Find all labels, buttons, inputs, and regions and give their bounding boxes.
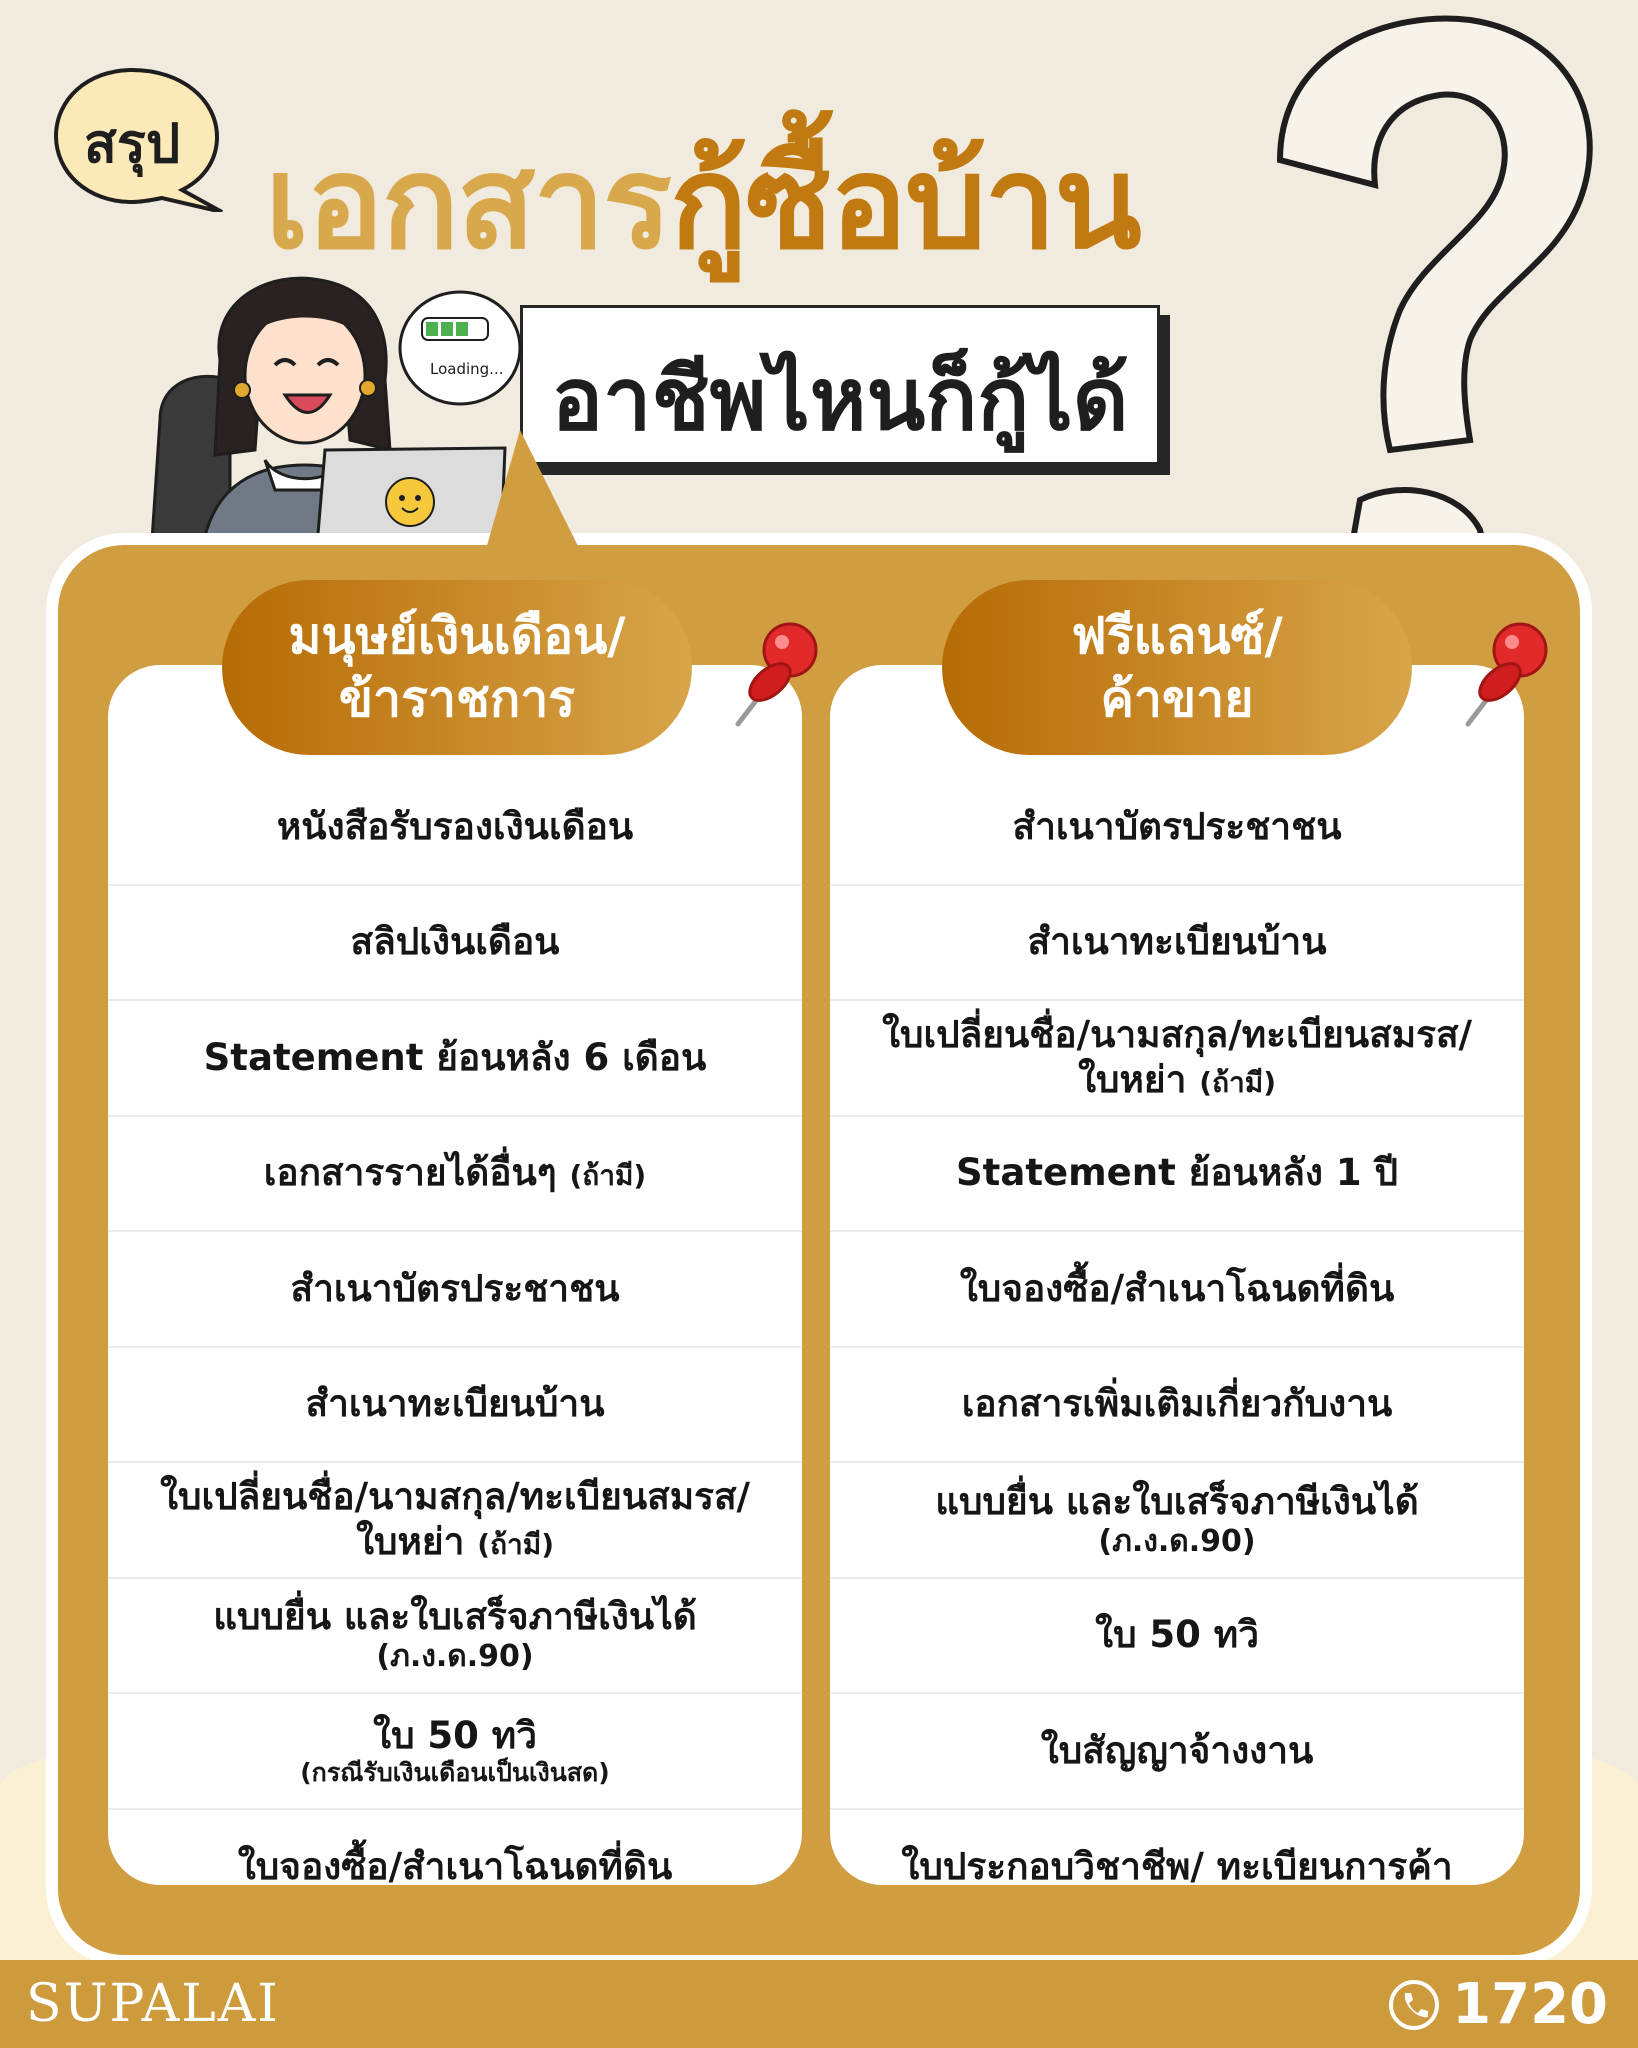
document-item-label: Statement ย้อนหลัง 1 ปี	[956, 1151, 1398, 1195]
document-item-note: (ถ้ามี)	[477, 1527, 555, 1561]
document-item-label-line2	[1078, 1058, 1276, 1102]
freelance-heading-line2: ค้าขาย	[1100, 669, 1254, 728]
page-title	[265, 130, 1415, 277]
card-notch	[440, 420, 600, 570]
document-item-label: ใบจองซื้อ/สำเนาโฉนดที่ดิน	[237, 1845, 673, 1885]
document-item	[108, 1232, 802, 1348]
document-item	[108, 1001, 802, 1117]
document-item-label: สำเนาบัตรประชาชน	[1012, 804, 1342, 848]
document-item-label: สำเนาทะเบียนบ้าน	[1027, 920, 1327, 964]
document-item	[108, 1348, 802, 1464]
document-item-subtext: (กรณีรับเงินเดือนเป็นเงินสด)	[300, 1757, 610, 1787]
document-item-label: แบบยื่น และใบเสร็จภาษีเงินได้	[213, 1595, 697, 1639]
salaried-heading-line1: มนุษย์เงินเดือน/	[288, 607, 626, 665]
document-item-label: แบบยื่น และใบเสร็จภาษีเงินได้	[935, 1479, 1419, 1523]
document-item	[830, 1001, 1524, 1117]
subtitle-text: อาชีพไหนก็กู้ได้	[551, 350, 1129, 450]
summary-tag-label: สรุป	[83, 112, 181, 175]
brand-logo: SUPALAI	[26, 1974, 280, 2034]
title-part-1: เอกสาร	[265, 129, 670, 278]
freelance-document-list	[830, 770, 1524, 1885]
document-item	[830, 1232, 1524, 1348]
salaried-document-list	[108, 770, 802, 1885]
document-item-note: (ถ้ามี)	[569, 1159, 647, 1193]
document-item	[830, 1810, 1524, 1886]
subtitle-box	[520, 305, 1160, 465]
document-item-label: สำเนาทะเบียนบ้าน	[305, 1382, 605, 1426]
hotline-number: 1720	[1452, 1972, 1608, 2037]
document-item-label-line2-text: ใบหย่า	[355, 1519, 465, 1563]
document-item-label: เอกสารเพิ่มเติมเกี่ยวกับงาน	[961, 1382, 1393, 1426]
document-item	[830, 1463, 1524, 1579]
document-item-label: ใบประกอบวิชาชีพ/ ทะเบียนการค้า	[901, 1845, 1453, 1885]
footer-bar	[0, 1960, 1638, 2048]
freelance-heading-line1: ฟรีแลนซ์/	[1071, 607, 1283, 665]
document-item-note: (ถ้ามี)	[1199, 1065, 1277, 1099]
salaried-column	[108, 665, 802, 1885]
freelance-heading	[942, 580, 1412, 755]
document-item-label: ใบ 50 ทวิ	[373, 1713, 537, 1757]
document-item-label: ใบ 50 ทวิ	[1095, 1613, 1259, 1657]
push-pin-icon	[1460, 620, 1560, 730]
push-pin-icon	[730, 620, 830, 730]
document-item	[108, 1694, 802, 1810]
document-item	[108, 1579, 802, 1695]
document-item	[830, 1694, 1524, 1810]
document-item-label-line2-text: ใบหย่า	[1077, 1057, 1187, 1101]
document-item-label: ใบเปลี่ยนชื่อ/นามสกุล/ทะเบียนสมรส/	[881, 1013, 1473, 1057]
document-item-label: ใบสัญญาจ้างงาน	[1040, 1728, 1314, 1772]
document-item	[830, 1348, 1524, 1464]
salaried-heading	[222, 580, 692, 755]
document-item-label: สำเนาบัตรประชาชน	[290, 1266, 620, 1310]
summary-tag	[52, 62, 232, 212]
smiley-icon	[386, 478, 434, 526]
document-item	[830, 886, 1524, 1002]
freelance-column	[830, 665, 1524, 1885]
document-item	[108, 1117, 802, 1233]
document-item-label: สลิปเงินเดือน	[350, 920, 560, 964]
document-item-label-text: เอกสารรายได้อื่นๆ	[263, 1151, 557, 1195]
document-item	[108, 1810, 802, 1886]
phone-icon	[1388, 1979, 1440, 2031]
document-item-label: หนังสือรับรองเงินเดือน	[276, 804, 634, 848]
document-item-label: ใบจองซื้อ/สำเนาโฉนดที่ดิน	[959, 1266, 1395, 1310]
title-part-2: กู้ซื้อบ้าน	[669, 129, 1140, 278]
document-item	[830, 770, 1524, 886]
document-item-label: ใบเปลี่ยนชื่อ/นามสกุล/ทะเบียนสมรส/	[159, 1475, 751, 1519]
document-item	[108, 886, 802, 1002]
hotline[interactable]	[1388, 1972, 1608, 2037]
document-item	[830, 1579, 1524, 1695]
document-item-label: Statement ย้อนหลัง 6 เดือน	[203, 1035, 707, 1079]
svg-text:Loading...: Loading...	[430, 360, 504, 378]
document-item-label	[264, 1151, 646, 1195]
document-item-label-line2	[356, 1520, 554, 1564]
document-item	[108, 770, 802, 886]
document-item-subtext: (ภ.ง.ด.90)	[1098, 1523, 1256, 1559]
salaried-heading-line2: ข้าราชการ	[338, 669, 576, 728]
document-item	[108, 1463, 802, 1579]
document-item	[830, 1117, 1524, 1233]
document-item-subtext: (ภ.ง.ด.90)	[376, 1639, 534, 1675]
